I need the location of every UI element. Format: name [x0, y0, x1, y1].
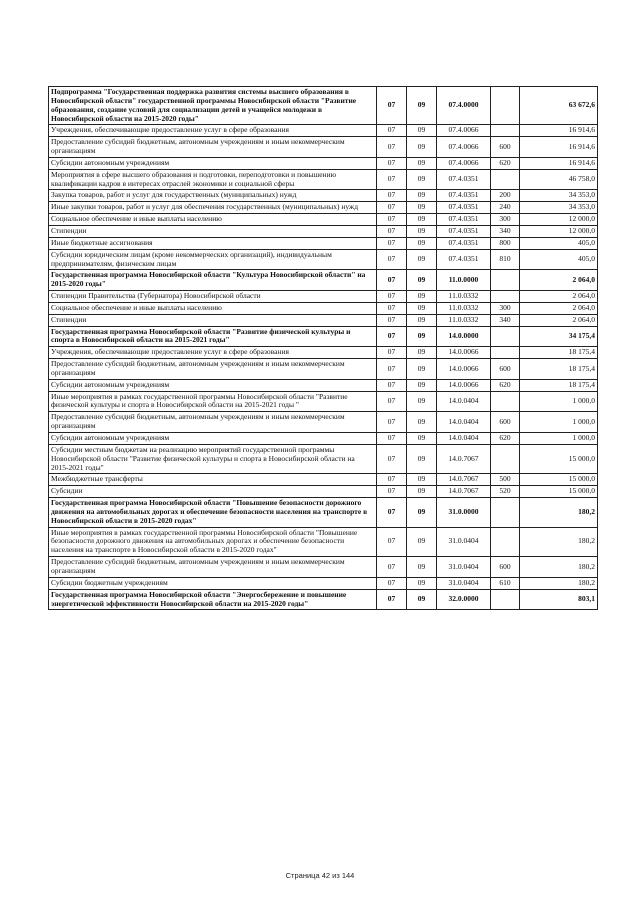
row-amount: 180,2 [520, 577, 598, 589]
row-target-article: 14.0.0404 [437, 433, 491, 445]
row-expense-type [491, 444, 520, 474]
row-section: 07 [377, 125, 407, 137]
row-expense-type: 620 [491, 433, 520, 445]
row-section: 07 [377, 347, 407, 359]
row-target-article: 31.0.0404 [437, 577, 491, 589]
row-subsection: 09 [407, 302, 437, 314]
row-amount: 16 914,6 [520, 125, 598, 137]
row-target-article: 07.4.0351 [437, 202, 491, 214]
row-expense-type: 620 [491, 157, 520, 169]
row-section: 07 [377, 412, 407, 433]
row-target-article: 07.4.0351 [437, 237, 491, 249]
row-name: Учреждения, обеспечивающие предоставление услуг в сфере образования [49, 347, 377, 359]
row-subsection: 09 [407, 202, 437, 214]
row-amount: 180,2 [520, 498, 598, 528]
row-section: 07 [377, 225, 407, 237]
row-section: 07 [377, 190, 407, 202]
row-subsection: 09 [407, 137, 437, 158]
row-subsection: 09 [407, 190, 437, 202]
row-expense-type: 600 [491, 557, 520, 578]
row-section: 07 [377, 444, 407, 474]
table-row [49, 225, 598, 237]
row-amount: 16 914,6 [520, 137, 598, 158]
row-subsection: 09 [407, 577, 437, 589]
row-amount: 12 000,0 [520, 214, 598, 226]
row-subsection: 09 [407, 589, 437, 610]
table-row [49, 302, 598, 314]
row-name: Субсидии бюджетным учреждениям [49, 577, 377, 589]
row-name: Стипендии [49, 314, 377, 326]
row-section: 07 [377, 291, 407, 303]
row-amount: 1 000,0 [520, 412, 598, 433]
table-row [49, 347, 598, 359]
row-amount: 2 064,0 [520, 270, 598, 291]
row-name: Государственная программа Новосибирской области "Повышение безопасности дорожного движения на автомобильных дорогах и обеспечение безопасности населения на транспорте в Новосибирской области в 2015-2020 годах" [49, 498, 377, 528]
row-target-article: 31.0.0000 [437, 498, 491, 528]
row-expense-type: 800 [491, 237, 520, 249]
row-amount: 405,0 [520, 237, 598, 249]
row-target-article: 14.0.7067 [437, 486, 491, 498]
row-amount: 12 000,0 [520, 225, 598, 237]
row-amount: 15 000,0 [520, 444, 598, 474]
table-row [49, 214, 598, 226]
row-target-article: 14.0.0000 [437, 326, 491, 347]
table-row [49, 589, 598, 610]
table-row [49, 314, 598, 326]
row-subsection: 09 [407, 359, 437, 380]
row-expense-type: 200 [491, 190, 520, 202]
row-amount: 2 064,0 [520, 302, 598, 314]
table-row [49, 359, 598, 380]
table-row [49, 444, 598, 474]
row-section: 07 [377, 87, 407, 125]
row-name: Предоставление субсидий бюджетным, автономным учреждениям и иным некоммерческим организациям [49, 557, 377, 578]
table-row [49, 527, 598, 557]
row-amount: 16 914,6 [520, 157, 598, 169]
row-amount: 18 175,4 [520, 379, 598, 391]
row-target-article: 14.0.0066 [437, 347, 491, 359]
row-subsection: 09 [407, 486, 437, 498]
row-amount: 18 175,4 [520, 359, 598, 380]
row-section: 07 [377, 359, 407, 380]
row-subsection: 09 [407, 314, 437, 326]
row-expense-type: 610 [491, 577, 520, 589]
row-section: 07 [377, 302, 407, 314]
table-row [49, 379, 598, 391]
budget-table [48, 86, 598, 610]
table-row [49, 87, 598, 125]
row-expense-type: 600 [491, 412, 520, 433]
row-amount: 63 672,6 [520, 87, 598, 125]
row-expense-type [491, 498, 520, 528]
row-target-article: 31.0.0404 [437, 557, 491, 578]
table-row [49, 291, 598, 303]
row-name: Государственная программа Новосибирской области "Энергосбережение и повышение энергетической эффективности Новосибирской области на 2015-2020 годы" [49, 589, 377, 610]
row-target-article: 07.4.0351 [437, 225, 491, 237]
row-section: 07 [377, 249, 407, 270]
row-expense-type: 600 [491, 137, 520, 158]
row-expense-type: 240 [491, 202, 520, 214]
row-name: Субсидии автономным учреждениям [49, 157, 377, 169]
row-name: Государственная программа Новосибирской области "Развитие физической культуры и спорта в Новосибирской области на 2015-2021 годы" [49, 326, 377, 347]
row-target-article: 07.4.0066 [437, 157, 491, 169]
row-expense-type [491, 291, 520, 303]
row-amount: 15 000,0 [520, 486, 598, 498]
row-expense-type [491, 326, 520, 347]
row-target-article: 07.4.0351 [437, 169, 491, 190]
row-target-article: 14.0.7067 [437, 474, 491, 486]
row-target-article: 07.4.0000 [437, 87, 491, 125]
row-name: Иные бюджетные ассигнования [49, 237, 377, 249]
table-row [49, 237, 598, 249]
row-amount: 34 353,0 [520, 190, 598, 202]
budget-table-body [49, 87, 598, 610]
row-name: Субсидии юридическим лицам (кроме некоммерческих организаций), индивидуальным предпринимателям, физическим лицам [49, 249, 377, 270]
row-subsection: 09 [407, 433, 437, 445]
row-subsection: 09 [407, 391, 437, 412]
row-target-article: 11.0.0332 [437, 314, 491, 326]
row-amount: 803,1 [520, 589, 598, 610]
row-amount: 15 000,0 [520, 474, 598, 486]
row-target-article: 07.4.0066 [437, 137, 491, 158]
row-section: 07 [377, 314, 407, 326]
row-name: Иные закупки товаров, работ и услуг для обеспечения государственных (муниципальных) нужд [49, 202, 377, 214]
row-section: 07 [377, 237, 407, 249]
row-expense-type [491, 125, 520, 137]
row-name: Социальное обеспечение и иные выплаты населению [49, 214, 377, 226]
row-name: Предоставление субсидий бюджетным, автономным учреждениям и иным некоммерческим организациям [49, 137, 377, 158]
row-subsection: 09 [407, 225, 437, 237]
row-target-article: 32.0.0000 [437, 589, 491, 610]
row-expense-type: 340 [491, 225, 520, 237]
row-expense-type: 500 [491, 474, 520, 486]
row-amount: 34 353,0 [520, 202, 598, 214]
row-expense-type [491, 169, 520, 190]
row-section: 07 [377, 589, 407, 610]
row-name: Межбюджетные трансферты [49, 474, 377, 486]
row-name: Иные мероприятия в рамках государственной программы Новосибирской области "Развитие физической культуры и спорта в Новосибирской области на 2015-2021 годы " [49, 391, 377, 412]
row-amount: 2 064,0 [520, 291, 598, 303]
row-section: 07 [377, 474, 407, 486]
row-amount: 405,0 [520, 249, 598, 270]
table-row [49, 125, 598, 137]
table-row [49, 391, 598, 412]
row-expense-type: 300 [491, 214, 520, 226]
row-target-article: 14.0.7067 [437, 444, 491, 474]
row-subsection: 09 [407, 157, 437, 169]
row-section: 07 [377, 433, 407, 445]
row-subsection: 09 [407, 214, 437, 226]
row-name: Предоставление субсидий бюджетным, автономным учреждениям и иным некоммерческим организациям [49, 412, 377, 433]
row-name: Предоставление субсидий бюджетным, автономным учреждениям и иным некоммерческим организациям [49, 359, 377, 380]
row-section: 07 [377, 202, 407, 214]
row-expense-type: 340 [491, 314, 520, 326]
row-section: 07 [377, 486, 407, 498]
row-name: Субсидии местным бюджетам на реализацию мероприятий государственной программы Новосибирской области "Развитие физической культуры и спорта в Новосибирской области на 2015-2021 годы" [49, 444, 377, 474]
row-amount: 180,2 [520, 527, 598, 557]
row-expense-type: 620 [491, 379, 520, 391]
row-expense-type [491, 87, 520, 125]
table-row [49, 486, 598, 498]
row-amount: 1 000,0 [520, 433, 598, 445]
row-expense-type [491, 270, 520, 291]
row-section: 07 [377, 137, 407, 158]
row-name: Закупка товаров, работ и услуг для государственных (муниципальных) нужд [49, 190, 377, 202]
row-amount: 34 175,4 [520, 326, 598, 347]
table-row [49, 202, 598, 214]
table-row [49, 433, 598, 445]
table-row [49, 557, 598, 578]
table-row [49, 270, 598, 291]
table-row [49, 137, 598, 158]
row-target-article: 07.4.0351 [437, 214, 491, 226]
row-amount: 1 000,0 [520, 391, 598, 412]
row-target-article: 07.4.0066 [437, 125, 491, 137]
row-expense-type [491, 347, 520, 359]
row-subsection: 09 [407, 527, 437, 557]
table-row [49, 169, 598, 190]
row-target-article: 11.0.0332 [437, 302, 491, 314]
row-target-article: 14.0.0404 [437, 412, 491, 433]
row-subsection: 09 [407, 557, 437, 578]
row-target-article: 31.0.0404 [437, 527, 491, 557]
row-amount: 18 175,4 [520, 347, 598, 359]
row-section: 07 [377, 577, 407, 589]
table-row [49, 577, 598, 589]
row-name: Стипендии [49, 225, 377, 237]
row-name: Субсидии [49, 486, 377, 498]
row-name: Субсидии автономным учреждениям [49, 379, 377, 391]
row-name: Иные мероприятия в рамках государственной программы Новосибирской области "Повышение безопасности дорожного движения на автомобильных дорогах и обеспечение безопасности населения на транспорте в Новосибирской области в 2015-2020 годах" [49, 527, 377, 557]
row-amount: 46 758,0 [520, 169, 598, 190]
row-expense-type: 810 [491, 249, 520, 270]
row-section: 07 [377, 557, 407, 578]
row-name: Учреждения, обеспечивающие предоставление услуг в сфере образования [49, 125, 377, 137]
row-target-article: 07.4.0351 [437, 249, 491, 270]
row-section: 07 [377, 379, 407, 391]
row-expense-type: 300 [491, 302, 520, 314]
row-section: 07 [377, 157, 407, 169]
row-section: 07 [377, 169, 407, 190]
row-name: Социальное обеспечение и иные выплаты населению [49, 302, 377, 314]
table-row [49, 249, 598, 270]
row-subsection: 09 [407, 498, 437, 528]
row-target-article: 14.0.0404 [437, 391, 491, 412]
row-expense-type: 520 [491, 486, 520, 498]
row-subsection: 09 [407, 326, 437, 347]
row-expense-type [491, 589, 520, 610]
row-subsection: 09 [407, 379, 437, 391]
row-subsection: 09 [407, 87, 437, 125]
row-subsection: 09 [407, 237, 437, 249]
row-target-article: 11.0.0332 [437, 291, 491, 303]
row-subsection: 09 [407, 412, 437, 433]
row-expense-type [491, 391, 520, 412]
row-target-article: 07.4.0351 [437, 190, 491, 202]
table-row [49, 498, 598, 528]
row-name: Стипендии Правительства (Губернатора) Новосибирской области [49, 291, 377, 303]
row-subsection: 09 [407, 249, 437, 270]
row-section: 07 [377, 391, 407, 412]
row-subsection: 09 [407, 347, 437, 359]
row-section: 07 [377, 498, 407, 528]
row-amount: 180,2 [520, 557, 598, 578]
row-subsection: 09 [407, 291, 437, 303]
row-section: 07 [377, 326, 407, 347]
table-row [49, 326, 598, 347]
row-subsection: 09 [407, 125, 437, 137]
row-section: 07 [377, 270, 407, 291]
row-subsection: 09 [407, 474, 437, 486]
table-row [49, 157, 598, 169]
row-subsection: 09 [407, 444, 437, 474]
row-expense-type: 600 [491, 359, 520, 380]
row-section: 07 [377, 214, 407, 226]
row-target-article: 14.0.0066 [437, 379, 491, 391]
row-amount: 2 064,0 [520, 314, 598, 326]
row-name: Мероприятия в сфере высшего образования и подготовки, переподготовки и повышению квалификации кадров в интересах отраслей экономики и социальной сферы [49, 169, 377, 190]
row-subsection: 09 [407, 169, 437, 190]
table-row [49, 412, 598, 433]
row-name: Государственная программа Новосибирской области "Культура Новосибирской области" на 2015-2020 годы" [49, 270, 377, 291]
table-row [49, 474, 598, 486]
row-target-article: 11.0.0000 [437, 270, 491, 291]
row-expense-type [491, 527, 520, 557]
page-number: Страница 42 из 144 [285, 871, 355, 880]
row-subsection: 09 [407, 270, 437, 291]
row-name: Субсидии автономным учреждениям [49, 433, 377, 445]
row-section: 07 [377, 527, 407, 557]
row-name: Подпрограмма "Государственная поддержка развития системы высшего образования в Новосибирской области" государственной программы Новосибирской области "Развитие образования, создание условий для социализации детей и учащейся молодежи в Новосибирской области на 2015-2020 годы" [49, 87, 377, 125]
table-row [49, 190, 598, 202]
row-target-article: 14.0.0066 [437, 359, 491, 380]
